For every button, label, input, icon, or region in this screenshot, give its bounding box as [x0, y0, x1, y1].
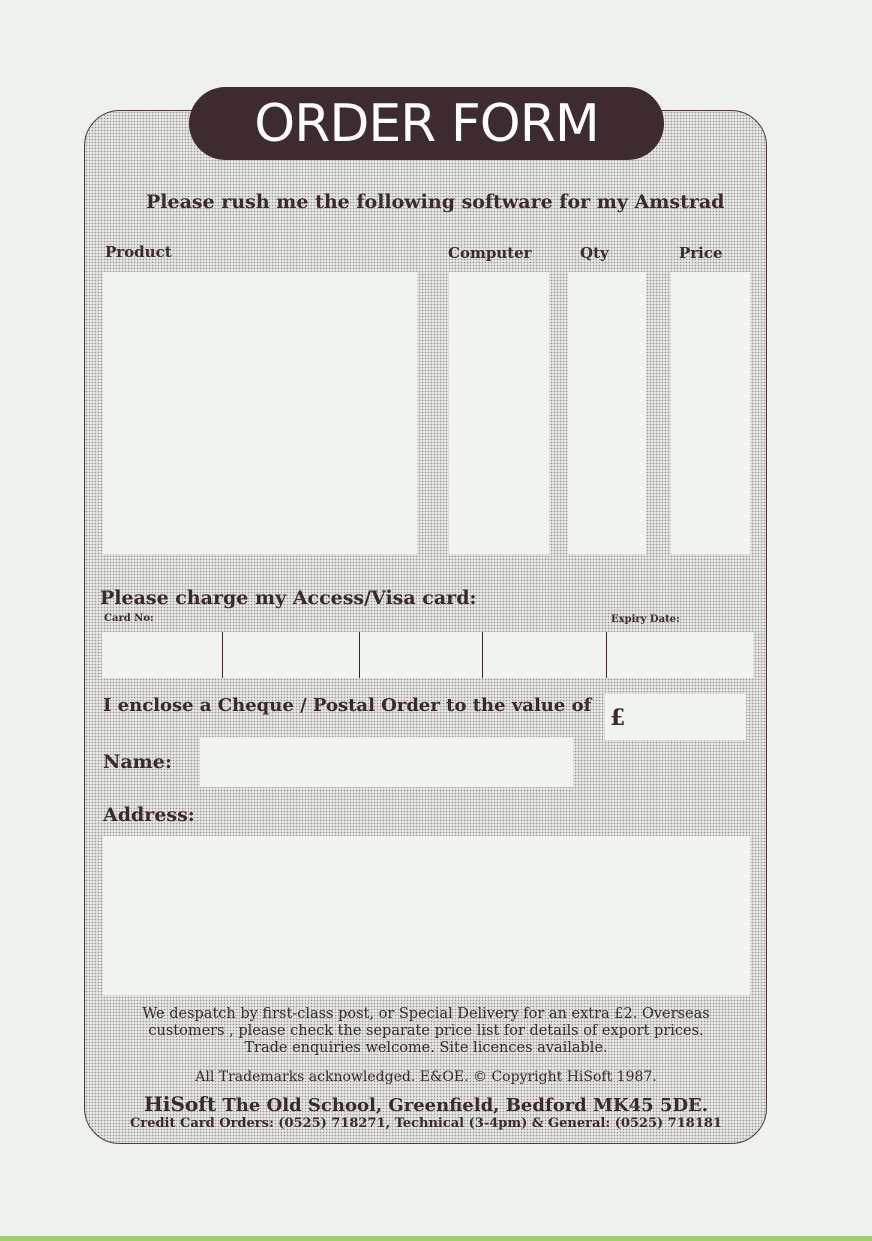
cheque-label: I enclose a Cheque / Postal Order to the value of [103, 695, 592, 716]
despatch-line-3: Trade enquiries welcome. Site licences available. [244, 1040, 608, 1056]
card-number-cell-3[interactable] [359, 632, 483, 678]
column-header-price: Price [679, 244, 723, 262]
address-field[interactable] [103, 836, 750, 995]
card-number-cell-1[interactable] [102, 632, 223, 678]
pound-sign: £ [610, 705, 626, 731]
company-name: HiSoft [143, 1092, 217, 1116]
card-number-cell-2[interactable] [222, 632, 360, 678]
qty-field[interactable] [568, 272, 646, 554]
product-field[interactable] [103, 272, 417, 554]
page-bottom-strip [0, 1236, 872, 1241]
name-field[interactable] [200, 737, 573, 787]
card-heading: Please charge my Access/Visa card: [100, 587, 477, 609]
despatch-line-1: We despatch by first-class post, or Special Delivery for an extra £2. Overseas [142, 1006, 710, 1022]
form-title-text: ORDER FORM [254, 93, 599, 154]
expiry-date-label: Expiry Date: [611, 614, 680, 625]
intro-text: Please rush me the following software for my Amstrad [146, 191, 725, 213]
computer-field[interactable] [449, 272, 549, 554]
name-label: Name: [103, 751, 172, 773]
expiry-date-field[interactable] [606, 632, 753, 678]
price-field[interactable] [671, 272, 750, 554]
column-header-product: Product [105, 243, 172, 261]
phone-numbers-line: Credit Card Orders: (0525) 718271, Technical (3-4pm) & General: (0525) 718181 [130, 1116, 722, 1131]
column-header-qty: Qty [580, 244, 609, 262]
card-number-label: Card No: [104, 613, 154, 624]
cheque-amount-field[interactable] [605, 694, 746, 740]
address-label: Address: [103, 804, 195, 826]
trademarks-line: All Trademarks acknowledged. E&OE. © Copyright HiSoft 1987. [195, 1069, 657, 1085]
company-address-line [100, 1094, 752, 1115]
column-header-computer: Computer [448, 244, 532, 262]
form-title [189, 87, 664, 160]
company-address: The Old School, Greenfield, Bedford MK45 5DE. [222, 1095, 709, 1116]
card-number-cell-4[interactable] [482, 632, 607, 678]
despatch-line-2: customers , please check the separate price list for details of export prices. [148, 1023, 704, 1039]
